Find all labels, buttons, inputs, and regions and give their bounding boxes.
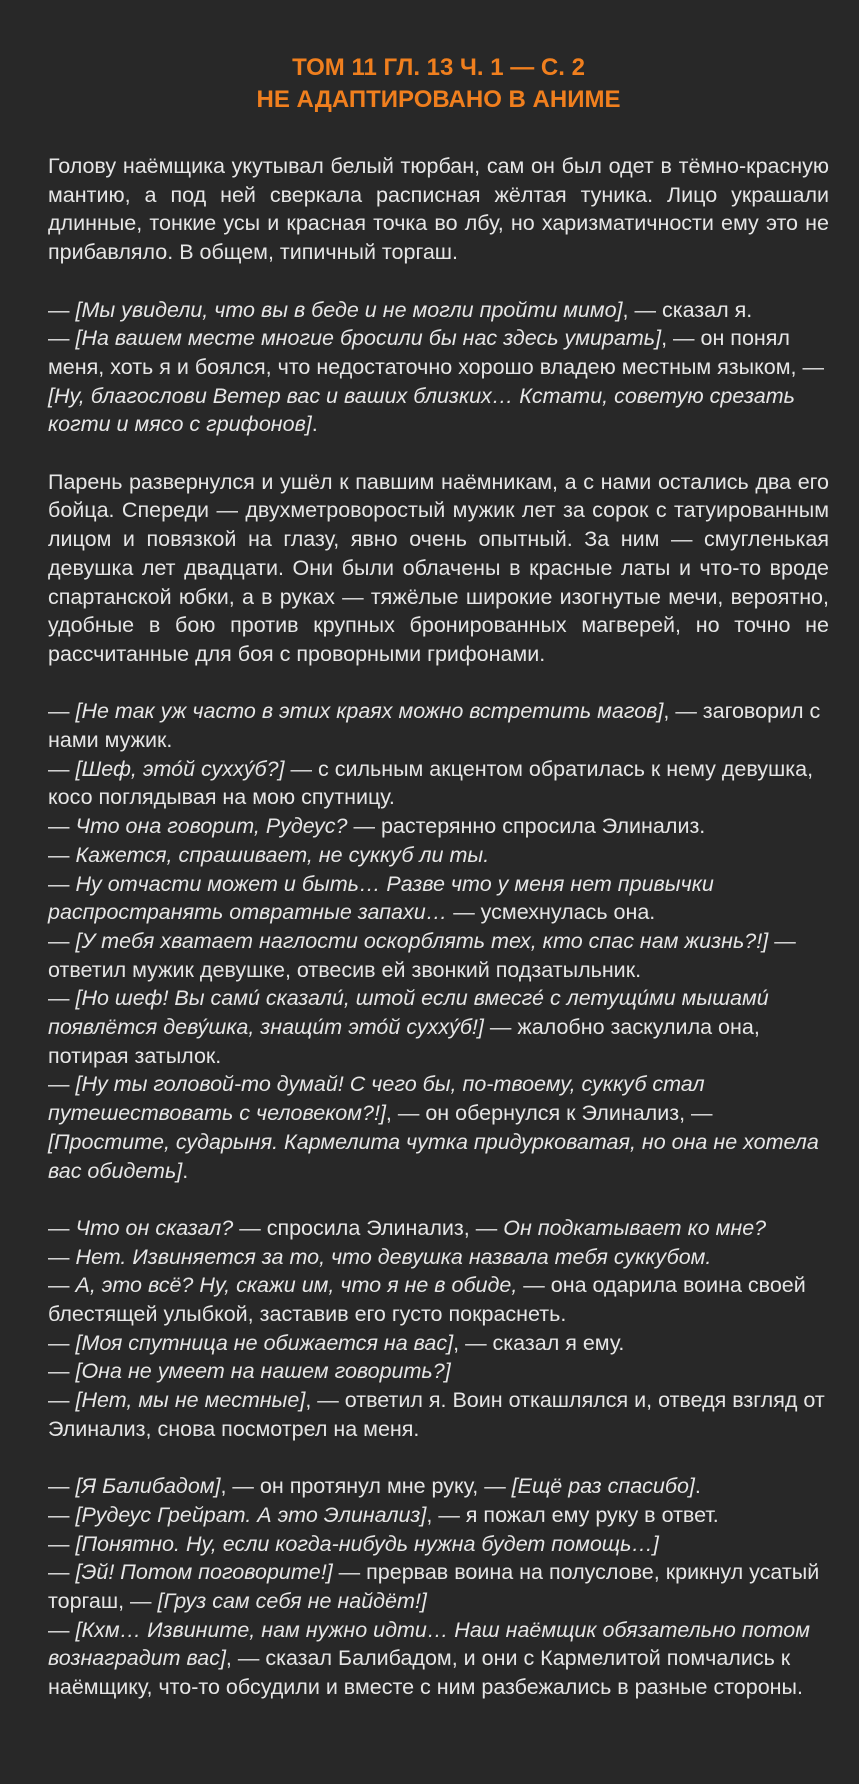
narration: — — [48, 1330, 76, 1355]
text-line — [48, 1070, 829, 1185]
text-line — [48, 927, 829, 984]
dialogue-italic: [Кхм… Извините, нам нужно идти… Наш наёмщик обязательно потом вознаградит вас] — [48, 1617, 810, 1671]
narration: . — [182, 1158, 189, 1183]
dialogue-italic: [Нет, мы не местные] — [75, 1388, 306, 1413]
dialogue-italic: [Она не умеет на нашем говорить?] — [75, 1359, 451, 1384]
dialogue-italic: [Рудеус Грейрат. А это Элинализ] — [75, 1502, 427, 1527]
text-line — [48, 468, 829, 669]
narration: . — [311, 412, 318, 437]
narration: — с сильным акцентом обратилась к нему девушка, косо поглядывая на мою спутницу. — [48, 756, 814, 810]
dialogue-italic: Кажется, спрашивает, не суккуб ли ты. — [75, 842, 490, 867]
narration: — — [48, 1560, 76, 1585]
paragraph — [48, 468, 829, 669]
narration: — — [48, 1388, 76, 1413]
narration: — спросила Элинализ, — — [233, 1215, 504, 1240]
narration: — — [48, 1072, 76, 1097]
narration: — растерянно спросила Элинализ. — [347, 814, 706, 839]
narration: — прервав воина на полуслове, крикнул усатый торгаш, — — [48, 1560, 820, 1614]
dialogue-italic: Ну отчасти может и быть… Разве что у меня нет привычки распространять отвратные запахи… — [48, 871, 714, 925]
dialogue-italic: [Но шеф! Вы сами́ сказали́, штой если вмесге́ с летущи́ми мышами́ появлётся деву́шка, знащи́т это́й сухху́б!] — [48, 986, 769, 1040]
text-line — [48, 841, 829, 870]
text-line — [48, 1271, 829, 1328]
narration: — — [48, 699, 76, 724]
narration: , — он обернулся к Элинализ, — — [385, 1101, 713, 1126]
text-line — [48, 1329, 829, 1358]
narration: Парень развернулся и ушёл к павшим наёмникам, а с нами остались два его бойца. Спереди — двухметроворостый мужик лет за сорок с татуированным лицом и повязкой на глазу, явно очень опытный. За ним — смугленькая девушка лет двадцати. Они были облачены в красные латы и что-то вроде спартанской юбки, а в руках — тяжёлые широкие изогнутые мечи, вероятно, удобные в бою против крупных бронированных магверей, но точно не рассчитанные для боя с проворными грифонами. — [48, 469, 829, 666]
dialogue-italic: Что он сказал? — [75, 1215, 234, 1240]
text-line — [48, 1472, 829, 1501]
narration: Голову наёмщика укутывал белый тюрбан, сам он был одет в тёмно-красную мантию, а под ней сверкала расписная жёлтая туника. Лицо украшали длинные, тонкие усы и красная точка во лбу, но харизматичности ему это не прибавляло. В общем, типичный торгаш. — [48, 154, 829, 265]
text-line — [48, 1501, 829, 1530]
narration: . — [694, 1474, 701, 1499]
narration: , — заговорил с нами мужик. — [48, 699, 821, 753]
dialogue-italic: [Ну, благослови Ветер вас и ваших близких… Кстати, советую срезать когти и мясо с грифонов] — [48, 383, 795, 437]
dialogue-italic: [Не так уж часто в этих краях можно встретить магов] — [75, 699, 664, 724]
dialogue-italic: [Я Балибадом] — [75, 1474, 221, 1499]
narration: — — [48, 326, 76, 351]
narration: — — [48, 871, 76, 896]
text-line — [48, 1243, 829, 1272]
paragraph — [48, 1214, 829, 1444]
narration: — — [48, 986, 76, 1011]
text-line — [48, 1386, 829, 1443]
narration: — — [48, 756, 76, 781]
text-line — [48, 296, 829, 325]
chapter-title: ТОМ 11 ГЛ. 13 Ч. 1 — С. 2 — [292, 54, 585, 81]
paragraph — [48, 296, 829, 440]
dialogue-italic: Он подкатывает ко мне? — [503, 1215, 767, 1240]
paragraph — [48, 152, 829, 267]
chapter-heading — [48, 52, 829, 116]
narration: — жалобно заскулила она, потирая затылок. — [48, 1015, 760, 1068]
narration: — — [48, 1474, 76, 1499]
narration: , — сказал Балибадом, и они с Кармелитой помчались к наёмщику, что-то обсудили и вместе с ним разбежались в разные стороны. — [48, 1646, 803, 1700]
dialogue-italic: [Понятно. Ну, если когда-нибудь нужна будет помощь…] — [75, 1531, 659, 1556]
narration: , — он протянул мне руку, — — [220, 1474, 512, 1499]
dialogue-italic: [Ещё раз спасибо] — [511, 1474, 695, 1499]
text-line — [48, 1357, 829, 1386]
story-text — [48, 152, 829, 1702]
narration: , — сказал я. — [622, 297, 753, 322]
text-line — [48, 1214, 829, 1243]
narration: — усмехнулась она. — [447, 900, 656, 925]
narration: — ответил мужик девушке, отвесив ей звонкий подзатыльник. — [48, 928, 796, 982]
narration: — — [48, 1531, 76, 1556]
narration: — она одарила воина своей блестящей улыбкой, заставив его густо покраснеть. — [48, 1273, 806, 1327]
text-line — [48, 152, 829, 267]
narration: — — [48, 1215, 76, 1240]
narration: , — он понял меня, хоть я и боялся, что недостаточно хорошо владею местным языком, — — [48, 326, 824, 379]
text-line — [48, 870, 829, 927]
text-line — [48, 1530, 829, 1559]
narration: — — [48, 814, 76, 839]
dialogue-italic: [Груз сам себя не найдёт!] — [157, 1589, 427, 1614]
dialogue-italic: [Эй! Потом поговорите!] — [75, 1560, 333, 1585]
narration: — — [48, 1273, 76, 1298]
dialogue-italic: [Мы увидели, что вы в беде и не могли пройти мимо] — [75, 297, 623, 322]
dialogue-italic: А, это всё? Ну, скажи им, что я не в обиде, — [75, 1273, 518, 1298]
paragraph — [48, 1472, 829, 1702]
text-line — [48, 755, 829, 812]
narration: — — [48, 1502, 76, 1527]
text-line — [48, 984, 829, 1070]
narration: , — ответил я. Воин откашлялся и, отведя взгляд от Элинализ, снова посмотрел на меня. — [48, 1388, 825, 1441]
text-line — [48, 1616, 829, 1702]
dialogue-italic: [У тебя хватает наглости оскорблять тех, кто спас нам жизнь?!] — [75, 928, 769, 953]
narration: , — я пожал ему руку в ответ. — [426, 1502, 719, 1527]
paragraph — [48, 697, 829, 1185]
dialogue-italic: [Простите, сударыня. Кармелита чутка придурковатая, но она не хотела вас обидеть] — [48, 1129, 819, 1183]
dialogue-italic: [Ну ты головой-то думай! С чего бы, по-твоему, суккуб стал путешествовать с человеком?!] — [48, 1072, 705, 1126]
narration: — — [48, 1617, 76, 1642]
dialogue-italic: [На вашем месте многие бросили бы нас здесь умирать] — [75, 326, 662, 351]
narration: — — [48, 928, 76, 953]
narration: — — [48, 842, 76, 867]
text-line — [48, 812, 829, 841]
chapter-subtitle: НЕ АДАПТИРОВАНО В АНИМЕ — [256, 86, 621, 113]
text-line — [48, 324, 829, 439]
dialogue-italic: Нет. Извиняется за то, что девушка назвала тебя суккубом. — [75, 1244, 712, 1269]
narration: — — [48, 1359, 76, 1384]
narration: , — сказал я ему. — [453, 1330, 625, 1355]
text-line — [48, 697, 829, 754]
narration: — — [48, 1244, 76, 1269]
dialogue-italic: Что она говорит, Рудеус? — [75, 814, 348, 839]
dialogue-italic: [Шеф, это́й сухху́б?] — [75, 756, 285, 781]
dialogue-italic: [Моя спутница не обижается на вас] — [75, 1330, 454, 1355]
text-line — [48, 1558, 829, 1615]
narration: — — [48, 297, 76, 322]
